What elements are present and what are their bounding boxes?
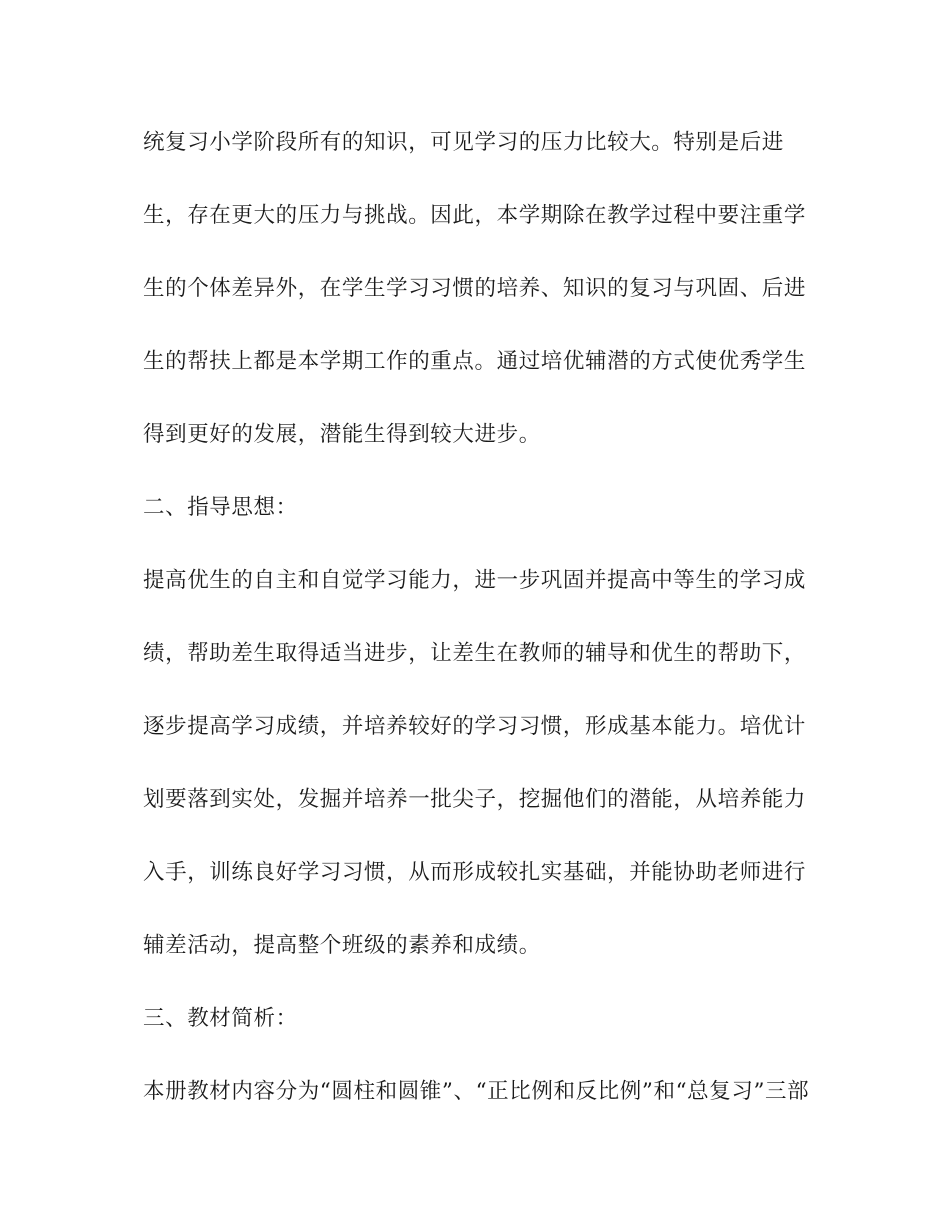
text-line-4: 生的帮扶上都是本学期工作的重点。通过培优辅潜的方式使优秀学生 [143,349,807,374]
text-line-14: 本册教材内容分为“圆柱和圆锥”、“正比例和反比例”和“总复习”三部 [143,1079,810,1104]
text-line-8: 绩，帮助差生取得适当进步，让差生在教师的辅导和优生的帮助下， [143,641,807,666]
text-line-3: 生的个体差异外，在学生学习习惯的培养、知识的复习与巩固、后进 [143,276,807,301]
text-line-9: 逐步提高学习成绩，并培养较好的学习习惯，形成基本能力。培优计 [143,714,807,739]
text-line-12: 辅差活动，提高整个班级的素养和成绩。 [143,933,541,958]
text-line-2: 生，存在更大的压力与挑战。因此，本学期除在教学过程中要注重学 [143,203,807,228]
text-line-11: 入手，训练良好学习习惯，从而形成较扎实基础，并能协助老师进行 [143,860,807,885]
section-heading-textbook-analysis: 三、教材简析： [143,1006,298,1031]
text-line-1: 统复习小学阶段所有的知识，可见学习的压力比较大。特别是后进 [143,130,784,155]
section-heading-guiding-thought: 二、指导思想： [143,495,298,520]
text-line-5: 得到更好的发展，潜能生得到较大进步。 [143,422,541,447]
text-line-7: 提高优生的自主和自觉学习能力，进一步巩固并提高中等生的学习成 [143,568,807,593]
text-line-10: 划要落到实处，发掘并培养一批尖子，挖掘他们的潜能，从培养能力 [143,787,807,812]
